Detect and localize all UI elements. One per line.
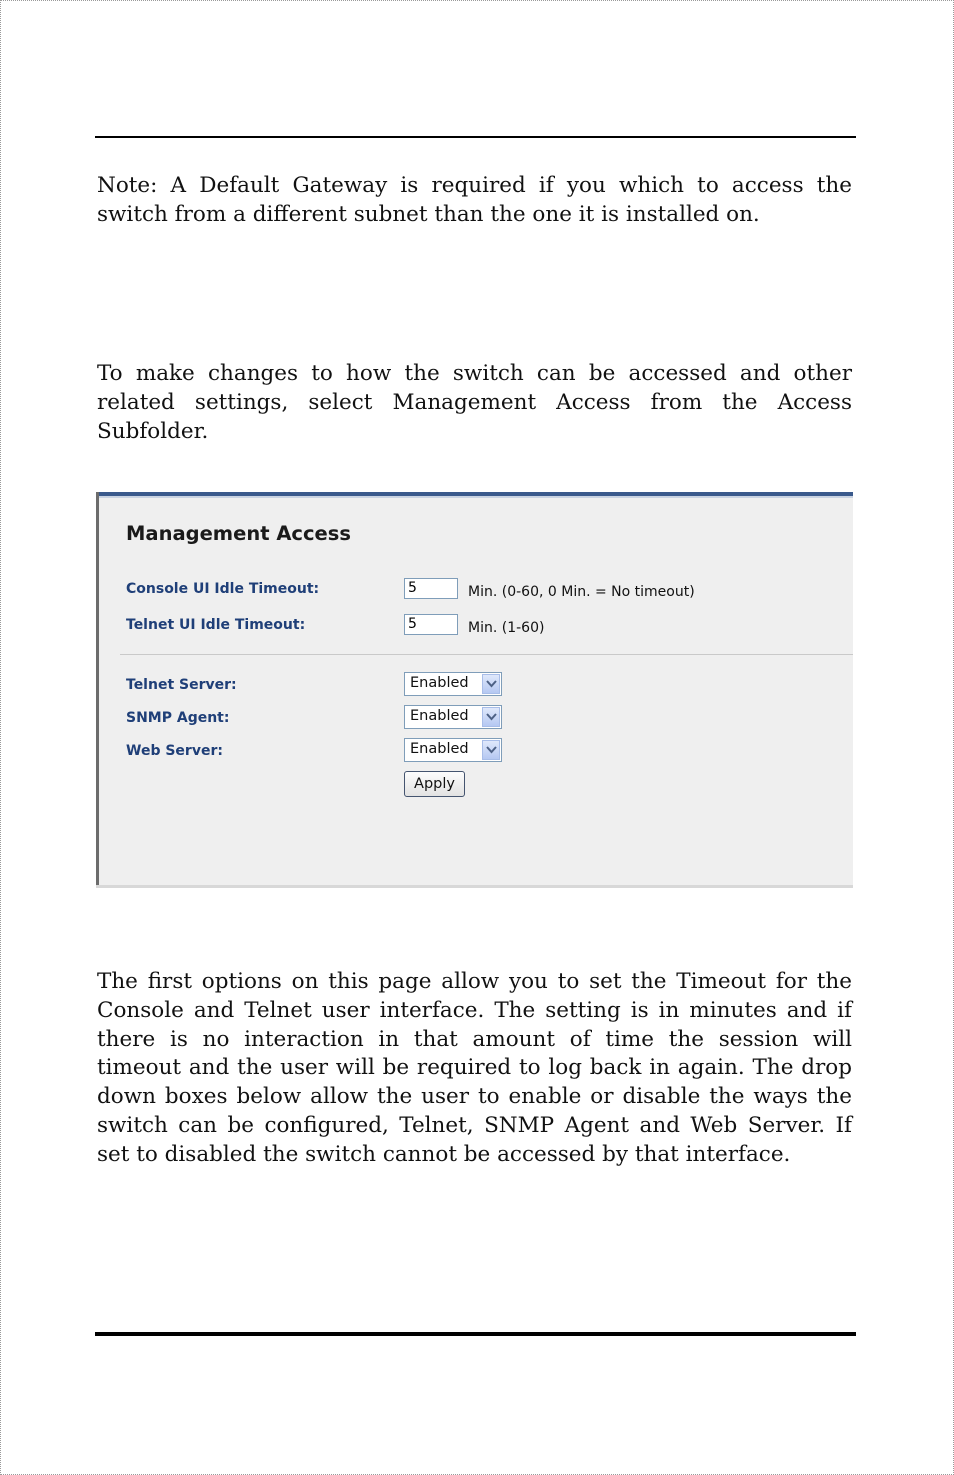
web-server-label: Web Server: <box>126 743 223 759</box>
screenshot-bottom-edge <box>96 885 853 888</box>
header-rule <box>95 136 856 138</box>
telnet-timeout-input[interactable]: 5 <box>404 614 458 635</box>
snmp-agent-label: SNMP Agent: <box>126 710 230 726</box>
chevron-down-icon[interactable] <box>482 674 500 694</box>
telnet-server-value: Enabled <box>410 675 469 691</box>
telnet-timeout-hint: Min. (1-60) <box>468 620 545 636</box>
apply-button[interactable]: Apply <box>404 771 465 797</box>
footer-rule <box>95 1332 856 1336</box>
console-timeout-label: Console UI Idle Timeout: <box>126 581 320 597</box>
management-access-screenshot <box>96 492 853 888</box>
console-timeout-input[interactable]: 5 <box>404 578 458 599</box>
management-access-title: Management Access <box>126 522 351 545</box>
section-divider <box>120 654 853 655</box>
intro-paragraph: To make changes to how the switch can be accessed and other related settings, select Management Access from the Access Subfolder. <box>97 361 852 444</box>
chevron-down-icon[interactable] <box>482 707 500 727</box>
telnet-timeout-label: Telnet UI Idle Timeout: <box>126 617 306 633</box>
web-server-value: Enabled <box>410 741 469 757</box>
telnet-server-select[interactable] <box>404 672 502 696</box>
web-server-select[interactable] <box>404 738 502 762</box>
screenshot-left-edge <box>96 492 99 888</box>
console-timeout-hint: Min. (0-60, 0 Min. = No timeout) <box>468 584 695 600</box>
telnet-server-label: Telnet Server: <box>126 677 237 693</box>
chevron-down-icon[interactable] <box>482 740 500 760</box>
note-paragraph: Note: A Default Gateway is required if you which to access the switch from a different subnet than the one it is installed on. <box>97 173 852 227</box>
explanation-paragraph: The first options on this page allow you to set the Timeout for the Console and Telnet user interface. The setting is in minutes and if there is no interaction in that amount of time the session will timeout and the user will be required to log back in again. The drop down boxes below allow the user to enable or disable the ways the switch can be configured, Telnet, SNMP Agent and Web Server. If set to disabled the switch cannot be accessed by that interface. <box>97 969 852 1167</box>
snmp-agent-select[interactable] <box>404 705 502 729</box>
screenshot-top-bar-highlight <box>96 496 853 498</box>
snmp-agent-value: Enabled <box>410 708 469 724</box>
